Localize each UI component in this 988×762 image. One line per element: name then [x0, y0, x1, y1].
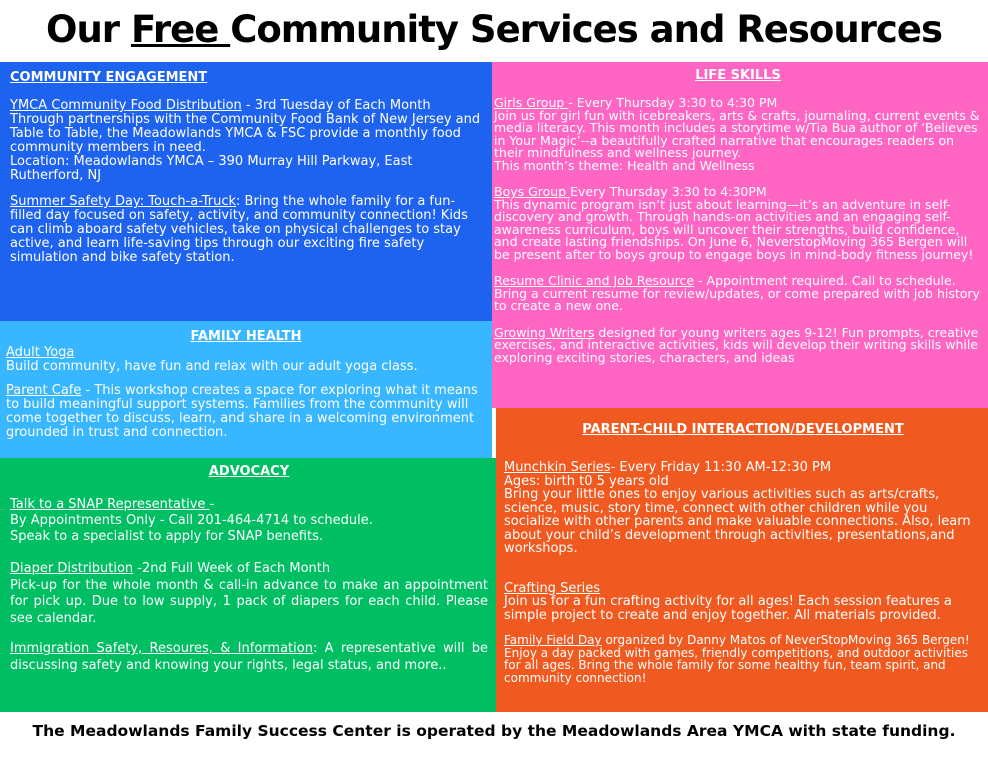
item-text: - By Appointments Only - Call 201-464-4714 to schedule. Speak to a specialist to apply for SNAP benefits. — [10, 497, 373, 544]
advocacy-panel — [0, 458, 496, 712]
family-health-panel — [0, 321, 492, 458]
item-text: - Appointment required. Call to schedule. Bring a current resume for review/updates, or come prepared with job history to create a new one. — [494, 273, 980, 313]
life-skills-panel — [492, 62, 988, 408]
item-text: - Every Thursday 3:30 to 4:30 PM Join us for girl fun with icebreakers, arts & crafts, journaling, current events & media literacy. This month includes a storytime w/Tia Bua author of ‘Believes in Your Magic’--a beautifully crafted narrative that encourages readers on their mindfulness and wellness journey. This month’s theme: Health and Wellness — [494, 95, 980, 173]
list-item — [494, 97, 982, 172]
item-text: Join us for a fun crafting activity for all ages! Each session features a simple project to create and enjoy together. All materials provided. — [504, 594, 952, 623]
community-engagement-panel — [0, 62, 492, 321]
girls-group-link[interactable]: Girls Group — [494, 95, 569, 110]
growing-writers-link[interactable]: Growing Writers — [494, 324, 595, 340]
immigration-info-link[interactable]: Immigration Safety, Resoures, & Information — [10, 641, 313, 656]
item-text: designed for young writers ages 9-12! Fun prompts, creative exercises, and interactive activities, kids will develop their writing skills while exploring exciting stories, characters, and ideas — [494, 324, 979, 365]
list-item — [10, 561, 488, 627]
item-text: Build community, have fun and relax with our adult yoga class. — [6, 359, 418, 374]
footer-note: The Meadowlands Family Success Center is operated by the Meadowlands Area YMCA with state funding. — [32, 722, 956, 740]
list-item — [494, 186, 982, 261]
page-title — [0, 8, 988, 51]
snap-representative-link[interactable]: Talk to a SNAP Representative — [10, 497, 210, 512]
item-text: : Bring the whole family for a fun-filled day focused on safety, activity, and community connection! Kids can climb aboard safety vehicles, take on physical challenges to stay active, and learn life-saving tips through our exciting fire safety simulation and bike safety station. — [10, 194, 468, 265]
list-item — [494, 275, 982, 313]
munchkin-series-link[interactable]: Munchkin Series — [504, 460, 611, 475]
title-pre: Our — [46, 8, 131, 51]
list-item — [10, 99, 484, 183]
item-text: Every Thursday 3:30 to 4:30PM This dynamic program isn’t just about learning—it’s an adventure in self-discovery and growth. Through hands-on activities and an engaging self-awareness curriculum, boys will uncover their strengths, build confidence, and create lasting friendships. On June 6, NeverstopMoving 365 Bergen will be present after to boys group to engage boys in mind-body fitness journey! — [494, 184, 974, 262]
list-item — [504, 634, 982, 684]
community-engagement-heading: COMMUNITY ENGAGEMENT — [10, 70, 208, 85]
list-item — [10, 195, 484, 265]
list-item — [504, 582, 982, 623]
advocacy-heading: ADVOCACY — [208, 464, 290, 479]
life-skills-heading: LIFE SKILLS — [695, 68, 781, 83]
list-item — [10, 497, 488, 545]
parent-child-heading: PARENT-CHILD INTERACTION/DEVELOPMENT — [582, 422, 904, 437]
title-post: Community Services and Resources — [230, 8, 942, 51]
family-health-heading: FAMILY HEALTH — [190, 329, 302, 344]
crafting-series-link[interactable]: Crafting Series — [504, 580, 601, 596]
family-field-day-link[interactable]: Family Field Day — [504, 633, 602, 647]
item-text: - Every Friday 11:30 AM-12:30 PM Ages: birth t0 5 years old Bring your little ones to enjoy various activities such as arts/crafts, science, music, story time, connect with other children while you socialize with other parents and make valuable connections. Also, learn about your child’s development through activities, presentations,and workshops. — [504, 460, 971, 556]
item-text: : A representative will be discussing safety and knowing your rights, legal status, and more.. — [10, 641, 488, 673]
diaper-distribution-link[interactable]: Diaper Distribution — [10, 561, 134, 576]
food-distribution-link[interactable]: YMCA Community Food Distribution — [10, 98, 242, 113]
list-item — [10, 641, 488, 674]
adult-yoga-link[interactable]: Adult Yoga — [6, 345, 75, 360]
list-item — [6, 346, 486, 374]
item-text: - 3rd Tuesday of Each Month Through partnerships with the Community Food Bank of New Jersey and Table to Table, the Meadowlands YMCA & FSC provide a monthly food community members in need. Location: Meadowlands YMCA – 390 Murray Hill Parkway, East Rutherford, NJ — [10, 98, 481, 183]
item-text: -2nd Full Week of Each Month Pick-up for the whole month & call-in advance to make an appointment for pick up. Due to low supply, 1 pack of diapers for each child. Please see calendar. — [10, 561, 488, 626]
list-item — [504, 461, 982, 556]
boys-group-link[interactable]: Boys Group — [494, 184, 571, 199]
item-text: organized by Danny Matos of NeverStopMoving 365 Bergen! Enjoy a day packed with games, friendly competitions, and outdoor activities for all ages. Bring the whole family for some healthy fun, team spirit, and community connection! — [504, 633, 970, 685]
resume-clinic-link[interactable]: Resume Clinic and Job Resource — [494, 273, 695, 288]
title-free: Free — [130, 8, 231, 51]
list-item — [494, 324, 982, 365]
item-text: - This workshop creates a space for exploring what it means to build meaningful support systems. Families from the community will come together to discuss, learn, and share in a welcoming environment grounded in trust and connection. — [6, 383, 478, 440]
touch-a-truck-link[interactable]: Summer Safety Day: Touch-a-Truck — [10, 194, 237, 209]
list-item — [6, 384, 486, 440]
parent-cafe-link[interactable]: Parent Cafe — [6, 383, 82, 398]
parent-child-panel — [496, 408, 988, 712]
